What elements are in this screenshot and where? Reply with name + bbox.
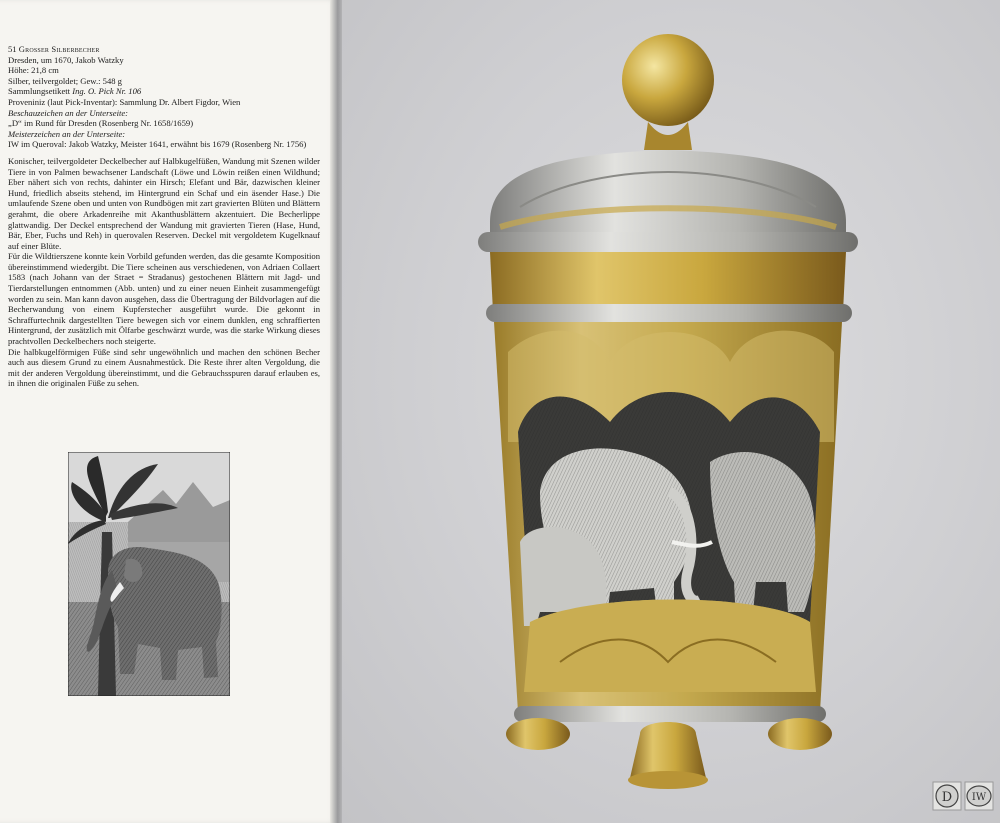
catalog-line-material: Silber, teilvergoldet; Gew.: 548 g: [8, 75, 122, 86]
catalog-line-provenance: Proveniniz (laut Pick-Inventar): Sammlung Dr. Albert Figdor, Wien: [8, 96, 241, 107]
description-paragraph: Konischer, teilvergoldeter Deckelbecher auf Halbkugelfüßen, Wandung mit Szenen wilder Tiere in von Palmen bewachsener Landschaft (Löwe und Löwin reißen einen Wildhund; Eber nähert sich von rechts, dahinter ein Hirsch; Elefant und Bär, dazwischen kleiner Hund, friedlich abseits stehend, im Hintergrund ein Schaf und ein äsender Hase.) Die umlaufende Szene oben und unten von Rundbögen mit zart gravierten Blüten und Blättern gerahmt, die obere Arkadenreihe mit Akanthusblättern akzentuiert. Die Becherlippe glattwandig. Der Deckel entsprechend der Wandung mit gravierten Tieren (Hase, Hund, Bär, Eber, Fuchs und Reh) in querovalen Reserven. Deckel mit vergoldetem Kugelknauf auf einer Blüte.: [8, 155, 320, 251]
catalog-heading: [8, 44, 320, 55]
elephant-engraving-image: [68, 452, 230, 696]
catalog-line-origin: Dresden, um 1670, Jakob Watzky: [8, 54, 124, 65]
catalog-line-label: Sammlungsetikett Ing. O. Pick Nr. 106: [8, 86, 142, 97]
meister-heading: Meisterzeichen an der Unterseite:: [8, 128, 126, 139]
silver-beaker-photo: [460, 22, 890, 792]
hallmark-stamps: [932, 781, 994, 811]
entry-number: 51: [8, 44, 17, 54]
beschau-text: „D“ im Rund für Dresden (Rosenberg Nr. 1658/1659): [8, 118, 194, 129]
beschau-heading: Beschauzeichen an der Unterseite:: [8, 107, 129, 118]
catalog-text: [8, 44, 320, 389]
catalog-line-height: Höhe: 21,8 cm: [8, 65, 59, 76]
description-paragraph: Für die Wildtierszene konnte kein Vorbild gefunden werden, das die gesamte Komposition übereinstimmend wiedergibt. Die Tiere scheinen aus verschiedenen, von Adriaen Collaert 1583 (nach Johann van der Straet = Stradanus) gestochenen Blättern mit Jagd- und Tierdarstellungen entnommen (Abb. unten) und zu einer neuen Einheit zusammengefügt worden zu sein. Man kann davon ausgehen, dass die Übertragung der Bildvorlagen auf die Becherwandung von einem Kupferstecher ausgeführt wurde. Die gekonnt in Schraffurtechnik dargestellten Tiere bewegen sich vor einem dunklen, eng schraffierten Hintergrund, der zusätzlich mit Ölfarbe geschwärzt wurde, was die starke Wirkung dieses prachtvollen Deckelbechers noch steigerte.: [8, 251, 320, 347]
entry-title: Grosser Silberbecher: [18, 44, 100, 54]
hallmark-iw-text: IW: [971, 792, 987, 803]
meister-text: IW im Queroval: Jakob Watzky, Meister 1641, erwähnt bis 1679 (Rosenberg Nr. 1756): [8, 139, 307, 150]
description-paragraph: Die halbkugelförmigen Füße sind sehr ungewöhnlich und machen den schönen Becher auch aus diesem Grund zu einem Ausnahmestück. Die Reste ihrer alten Vergoldung, die mit der anderen Vergoldung übereinstimmt, und die Gebrauchsspuren darauf erlauben es, in ihnen die originalen Füße zu sehen.: [8, 346, 320, 389]
left-page: [0, 0, 338, 823]
hallmark-d-text: D: [941, 790, 953, 805]
